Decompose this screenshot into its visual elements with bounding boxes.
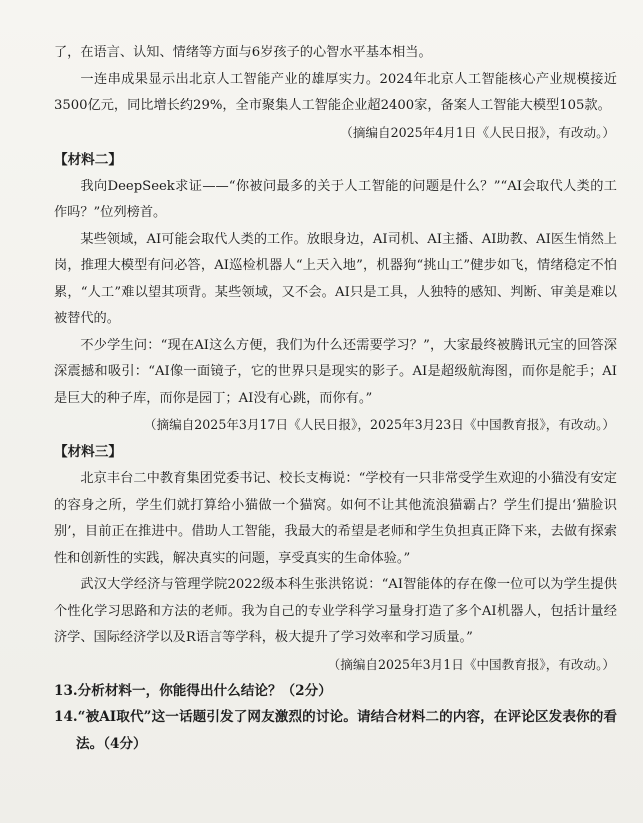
- material2-paragraph-2: 某些领域，AI可能会取代人类的工作。放眼身边，AI司机、AI主播、AI助教、AI医生悄然上岗，推理大模型有问必答，AI巡检机器人“上天入地”，机器狗“挑山工”健步如飞，情绪稳定不怕累，“人工”难以望其项背。某些领域，又不会。AI只是工具，人独特的感知、判断、审美是难以被替代的。: [54, 231, 617, 326]
- material2-heading: 【材料二】: [54, 151, 122, 168]
- material1-paragraph-tail: 了，在语言、认知、情绪等方面与6岁孩子的心智水平基本相当。: [54, 45, 432, 60]
- material1-paragraph-2: 一连串成果显示出北京人工智能产业的雄厚实力。2024年北京人工智能核心产业规模接近3500亿元，同比增长约29%，全市聚集人工智能企业超2400家，备案人工智能大模型105款。: [54, 71, 617, 113]
- material2-paragraph-1: 我向DeepSeek求证——“你被问最多的关于人工智能的问题是什么？”“AI会取代人类的工作吗？”位列榜首。: [54, 178, 617, 220]
- question-14: 14.“被AI取代”这一话题引发了网友激烈的讨论。请结合材料二的内容，在评论区发表你的看法。（4分）: [54, 709, 617, 752]
- material3-paragraph-2: 武汉大学经济与管理学院2022级本科生张洪铭说：“AI智能体的存在像一位可以为学生提供个性化学习思路和方法的老师。我为自己的专业学科学习量身打造了多个AI机器人，包括计量经济学、国际经济学以及R语言等学科，极大提升了学习效率和学习质量。”: [54, 577, 617, 645]
- material3-heading: 【材料三】: [54, 444, 122, 460]
- material1-source: （摘编自2025年4月1日《人民日报》，有改动。）: [340, 124, 615, 140]
- material2-source: （摘编自2025年3月17日《人民日报》，2025年3月23日《中国教育报》，有改动。）: [143, 417, 615, 432]
- material3-paragraph-1: 北京丰台二中教育集团党委书记、校长支梅说：“学校有一只非常受学生欢迎的小猫没有安定的容身之所，学生们就打算给小猫做一个猫窝。如何不让其他流浪猫霸占？学生们提出‘猫脸识别’，目前正在推进中。借助人工智能，我最大的希望是老师和学生负担真正降下来，去做有探索性和创新性的实践，解决真实的问题，享受真实的生命体验。”: [54, 471, 617, 566]
- material3-source: （摘编自2025年3月1日《中国教育报》，有改动。）: [327, 656, 615, 672]
- question-13: 13.分析材料一，你能得出什么结论？（2分）: [54, 682, 332, 699]
- material2-paragraph-3: 不少学生问：“现在AI这么方便，我们为什么还需要学习？”，大家最终被腾讯元宝的回答深深震撼和吸引：“AI像一面镜子，它的世界只是现实的影子。AI是超级航海图，而你是舵手；AI是巨大的种子库，而你是园丁；AI没有心跳，而你有。”: [54, 337, 617, 406]
